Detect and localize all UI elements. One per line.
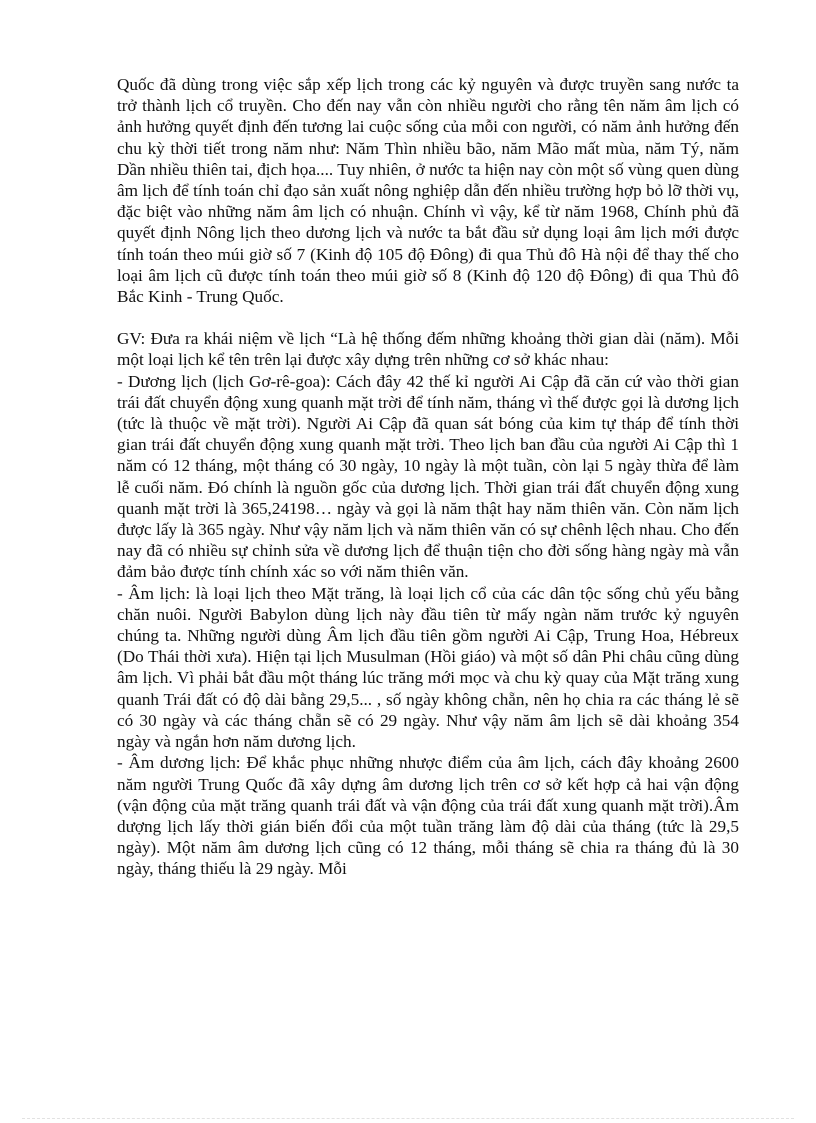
page-bottom-divider [22, 1118, 794, 1119]
paragraph-lunar-calendar: - Âm lịch: là loại lịch theo Mặt trăng, là loại lịch cổ của các dân tộc sống chủ yếu bằng chăn nuôi. Người Babylon dùng lịch này đầu tiên từ mấy ngàn năm trước kỷ nguyên chúng ta. Những người dùng Âm lịch đầu tiên gồm người Ai Cập, Trung Hoa, Hébreux (Do Thái thời xưa). Hiện tại lịch Musulman (Hồi giáo) và một số dân Phi châu cũng dùng âm lịch. Vì phải bắt đầu một tháng lúc trăng mới mọc và chu kỳ quay của Mặt trăng xung quanh Trái đất có độ dài bằng 29,5... , số ngày không chẵn, nên họ chia ra các tháng lẻ sẽ có 30 ngày và các tháng chẵn sẽ có 29 ngày. Như vậy năm âm lịch sẽ dài khoảng 354 ngày và ngắn hơn năm dương lịch. [117, 583, 739, 752]
paragraph-lunisolar-calendar: - Âm dương lịch: Để khắc phục những nhược điểm của âm lịch, cách đây khoảng 2600 năm người Trung Quốc đã xây dựng âm dương lịch trên cơ sở kết hợp cả hai vận động (vận động của mặt trăng quanh trái đất và vận động của trái đất xung quanh mặt trời).Âm dượng lịch lấy thời gián biến đổi của một tuần trăng làm độ dài của tháng (tức là 29,5 ngày). Một năm âm dương lịch cũng có 12 tháng, mỗi tháng sẽ chia ra tháng đủ là 30 ngày, tháng thiếu là 29 ngày. Mỗi [117, 753, 739, 879]
document-body [117, 74, 739, 880]
paragraph-calendar-definition: GV: Đưa ra khái niệm về lịch “Là hệ thống đếm những khoảng thời gian dài (năm). Mỗi một loại lịch kể tên trên lại được xây dựng trên những cơ sở khác nhau: [117, 329, 739, 370]
paragraph-calendar-history: Quốc đã dùng trong việc sắp xếp lịch trong các kỷ nguyên và được truyền sang nước ta trở thành lịch cổ truyền. Cho đến nay vẫn còn nhiều người cho rằng tên năm âm lịch có ảnh hưởng quyết định đến tương lai cuộc sống của mỗi con người, có năm ảnh hưởng đến chu kỳ thời tiết trong năm như: Năm Thìn nhiều bão, năm Mão mất mùa, năm Tý, năm Dần nhiều thiên tai, địch họa.... Tuy nhiên, ở nước ta hiện nay còn một số vùng quen dùng âm lịch để tính toán chỉ đạo sản xuất nông nghiệp dẫn đến nhiều trường hợp bỏ lỡ thời vụ, đặc biệt vào những năm âm lịch có nhuận. Chính vì vậy, kể từ năm 1968, Chính phủ đã quyết định Nông lịch theo dương lịch và nước ta bắt đầu sử dụng loại âm lịch mới được tính toán theo múi giờ số 7 (Kinh độ 105 độ Đông) đi qua Thủ đô Hà nội để thay thế cho loại âm lịch cũ được tính toán theo múi giờ số 8 (Kinh độ 120 độ Đông) đi qua Thủ đô Bắc Kinh - Trung Quốc. [117, 75, 739, 307]
paragraph-solar-calendar: - Dương lịch (lịch Gơ-rê-goa): Cách đây 42 thế kỉ người Ai Cập đã căn cứ vào thời gian trái đất chuyển động xung quanh mặt trời để tính năm, tháng vì thế được gọi là dương lịch (tức là thuộc về mặt trời). Người Ai Cập đã quan sát bóng của kim tự tháp để tính thời gian trái đất chuyển động xung quanh mặt trời. Theo lịch ban đầu của người Ai Cập thì 1 năm có 12 tháng, một tháng có 30 ngày, 10 ngày là một tuần, còn lại 5 ngày thừa để làm lễ cuối năm. Đó chính là nguồn gốc của dương lịch. Thời gian trái đất chuyển động xung quanh mặt trời là 365,24198… ngày và gọi là năm thật hay năm thiên văn. Còn năm lịch được lấy là 365 ngày. Như vậy năm lịch và năm thiên văn có sự chênh lệch nhau. Cho đến nay đã có nhiều sự chỉnh sửa về dương lịch để thuận tiện cho đời sống hàng ngày mà vẫn đảm bảo được tính chính xác so với năm thiên văn. [117, 371, 739, 582]
